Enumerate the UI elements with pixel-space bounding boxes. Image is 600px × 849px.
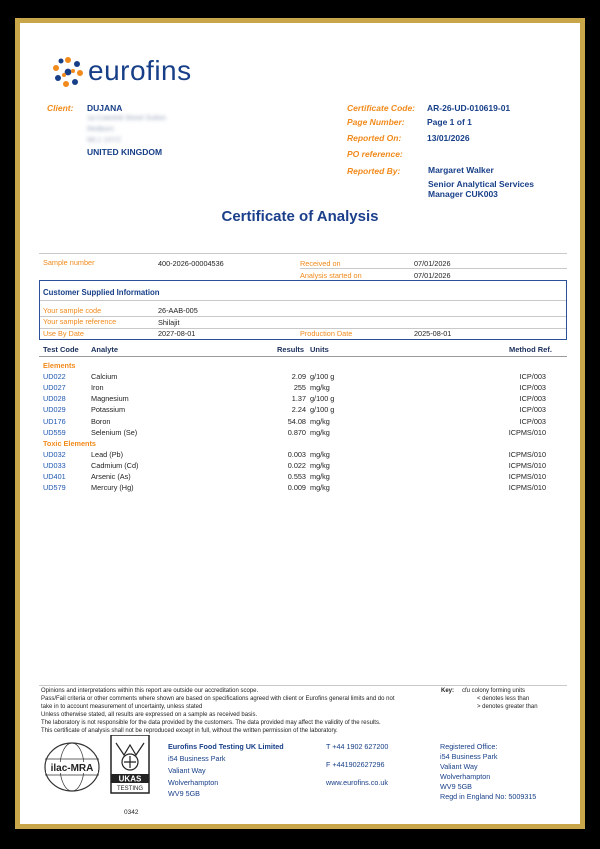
sample-code: 26-AAB-005 — [158, 306, 198, 315]
ukas-logo-icon — [106, 735, 154, 805]
certificate-code-label: Certificate Code: — [347, 103, 416, 113]
use-by-date: 2027-08-01 — [158, 329, 196, 338]
certificate-page — [20, 23, 580, 824]
reported-on-label: Reported On: — [347, 133, 402, 143]
page-title: Certificate of Analysis — [221, 208, 379, 225]
method-ref: ICPMS/010 — [508, 460, 546, 470]
registered-address-1: i54 Business Park — [440, 752, 498, 761]
result-value: 0.009 — [287, 483, 306, 493]
received-on: 07/01/2026 — [414, 259, 451, 268]
result-unit: mg/kg — [310, 383, 330, 393]
test-code: UD176 — [43, 416, 66, 426]
key-line-3: > denotes greater than — [477, 704, 538, 710]
test-code: UD028 — [43, 394, 66, 404]
company-address-1: i54 Business Park — [168, 754, 226, 763]
footer-note-5: The laboratory is not responsible for the data provided by the customers. The data provided may affect the validity of the results. — [41, 720, 381, 726]
method-ref: ICPMS/010 — [508, 483, 546, 493]
company-address-3: Wolverhampton — [168, 778, 219, 787]
result-unit: g/100 g — [310, 372, 335, 382]
analyte-name: Lead (Pb) — [91, 449, 124, 459]
result-unit: mg/kg — [310, 449, 330, 459]
result-unit: mg/kg — [310, 416, 330, 426]
analyte-name: Potassium — [91, 405, 126, 415]
company-website[interactable]: www.eurofins.co.uk — [326, 778, 388, 787]
client-country: UNITED KINGDOM — [87, 147, 163, 157]
result-value: 0.553 — [287, 472, 306, 481]
registered-address-3: Wolverhampton — [440, 772, 491, 781]
header-analyte: Analyte — [91, 345, 119, 354]
header-method-ref: Method Ref. — [509, 345, 552, 354]
reported-by-label: Reported By: — [347, 166, 401, 176]
analysis-started-label: Analysis started on — [300, 271, 362, 280]
method-ref: ICPMS/010 — [508, 449, 546, 459]
result-value: 0.870 — [287, 427, 306, 437]
eurofins-logo-text: eurofins — [88, 55, 192, 86]
company-address-2: Valiant Way — [168, 766, 206, 775]
company-fax: F +441902627296 — [326, 760, 385, 769]
registered-office-label: Registered Office: — [440, 742, 498, 751]
method-ref: ICP/003 — [519, 405, 546, 415]
footer-note-6: This certificate of analysis shall not be reproduced except in full, without the written permission of the laboratory. — [41, 728, 338, 734]
production-date: 2025-08-01 — [414, 329, 452, 338]
table-header-divider — [39, 356, 567, 357]
analyte-name: Magnesium — [91, 394, 129, 404]
page-number: Page 1 of 1 — [427, 117, 472, 127]
method-ref: ICPMS/010 — [508, 427, 546, 437]
test-code: UD027 — [43, 383, 66, 393]
result-value: 2.24 — [291, 405, 306, 415]
key-line-1: cfu colony forming units — [462, 688, 526, 694]
test-code: UD579 — [43, 483, 66, 493]
customer-divider-2 — [40, 316, 566, 317]
sample-code-label: Your sample code — [43, 306, 102, 315]
analysis-started: 07/01/2026 — [414, 271, 451, 280]
sample-number-label: Sample number — [43, 258, 95, 267]
client-address-line1: 1a Coleshill Street Sutton — [87, 115, 166, 122]
received-on-label: Received on — [300, 259, 341, 268]
result-value: 1.37 — [291, 394, 306, 404]
client-name: DUJANA — [87, 103, 123, 113]
method-ref: ICPMS/010 — [508, 472, 546, 481]
company-name: Eurofins Food Testing UK Limited — [168, 742, 284, 751]
header-results: Results — [277, 345, 305, 354]
section-heading: Toxic Elements — [43, 438, 96, 448]
po-reference-label: PO reference: — [347, 149, 403, 159]
result-value: 0.003 — [287, 449, 306, 459]
ilac-mra-logo-icon — [43, 741, 101, 793]
client-address-line3: WL1 1XYZ — [87, 137, 121, 144]
footer-note-2: Pass/Fail criteria or other comments where shown are based on specifications agreed with client or Eurofins general limits and do not — [41, 696, 395, 702]
header-units: Units — [310, 345, 329, 354]
method-ref: ICP/003 — [519, 372, 546, 382]
reported-on: 13/01/2026 — [427, 133, 470, 143]
reported-by-name: Margaret Walker — [428, 165, 494, 175]
result-value: 54.08 — [287, 416, 306, 426]
method-ref: ICP/003 — [519, 394, 546, 404]
reported-by-title1: Senior Analytical Services — [428, 179, 534, 189]
registered-address-2: Valiant Way — [440, 762, 478, 771]
result-value: 2.09 — [291, 372, 306, 382]
analyte-name: Mercury (Hg) — [91, 483, 134, 493]
sample-reference-label: Your sample reference — [43, 317, 117, 326]
test-code: UD022 — [43, 372, 66, 382]
key-label: Key: — [441, 688, 455, 694]
analyte-name: Iron — [91, 383, 104, 393]
test-code: UD032 — [43, 449, 66, 459]
result-value: 255 — [293, 383, 306, 393]
analyte-name: Boron — [91, 416, 111, 426]
analyte-name: Cadmium (Cd) — [91, 460, 139, 470]
sample-mid-divider — [300, 268, 567, 269]
method-ref: ICP/003 — [519, 416, 546, 426]
eurofins-logo-icon — [52, 56, 84, 88]
section-heading: Elements — [43, 361, 76, 370]
certificate-code: AR-26-UD-010619-01 — [427, 103, 511, 113]
test-code: UD029 — [43, 405, 66, 415]
registered-address-4: WV9 5GB — [440, 782, 472, 791]
test-code: UD033 — [43, 460, 66, 470]
result-unit: mg/kg — [310, 427, 330, 437]
analyte-name: Calcium — [91, 372, 118, 382]
footer-note-1: Opinions and interpretations within this report are outside our accreditation scope. — [41, 688, 259, 694]
result-unit: mg/kg — [310, 472, 330, 481]
ukas-text: UKAS — [118, 774, 142, 784]
use-by-date-label: Use By Date — [43, 329, 84, 338]
sample-reference: Shilajit — [158, 318, 180, 327]
test-code: UD401 — [43, 472, 66, 481]
analyte-name: Selenium (Se) — [91, 427, 138, 437]
page-number-label: Page Number: — [347, 117, 405, 127]
customer-divider-1 — [40, 300, 566, 301]
result-value: 0.022 — [287, 460, 306, 470]
result-unit: mg/kg — [310, 460, 330, 470]
customer-info-heading: Customer Supplied Information — [43, 288, 160, 297]
result-unit: mg/kg — [310, 483, 330, 493]
analyte-name: Arsenic (As) — [91, 472, 131, 481]
ilac-mra-text: ilac-MRA — [50, 763, 94, 774]
registered-number: Regd in England No: 5009315 — [440, 792, 537, 801]
header-test-code: Test Code — [43, 345, 79, 354]
sample-number: 400-2026-00004536 — [158, 259, 224, 268]
footer-note-4: Unless otherwise stated, all results are expressed on a sample as received basis. — [41, 712, 258, 718]
footer-note-3: take in to account measurement of uncertainty, unless stated — [41, 704, 203, 710]
method-ref: ICP/003 — [519, 383, 546, 393]
company-address-4: WV9 5GB — [168, 789, 200, 798]
production-date-label: Production Date — [300, 329, 353, 338]
client-address-line2: Redburn — [87, 126, 114, 133]
client-label: Client: — [47, 103, 74, 113]
ukas-number: 0342 — [124, 809, 139, 816]
sample-top-divider — [39, 253, 567, 254]
ukas-sub-text: TESTING — [116, 786, 144, 792]
company-phone: T +44 1902 627200 — [326, 742, 389, 751]
test-code: UD559 — [43, 427, 66, 437]
result-unit: g/100 g — [310, 394, 335, 404]
key-line-2: < denotes less than — [477, 696, 530, 702]
footer-divider — [39, 685, 567, 686]
result-unit: g/100 g — [310, 405, 335, 415]
reported-by-title2: Manager CUK003 — [428, 189, 498, 199]
